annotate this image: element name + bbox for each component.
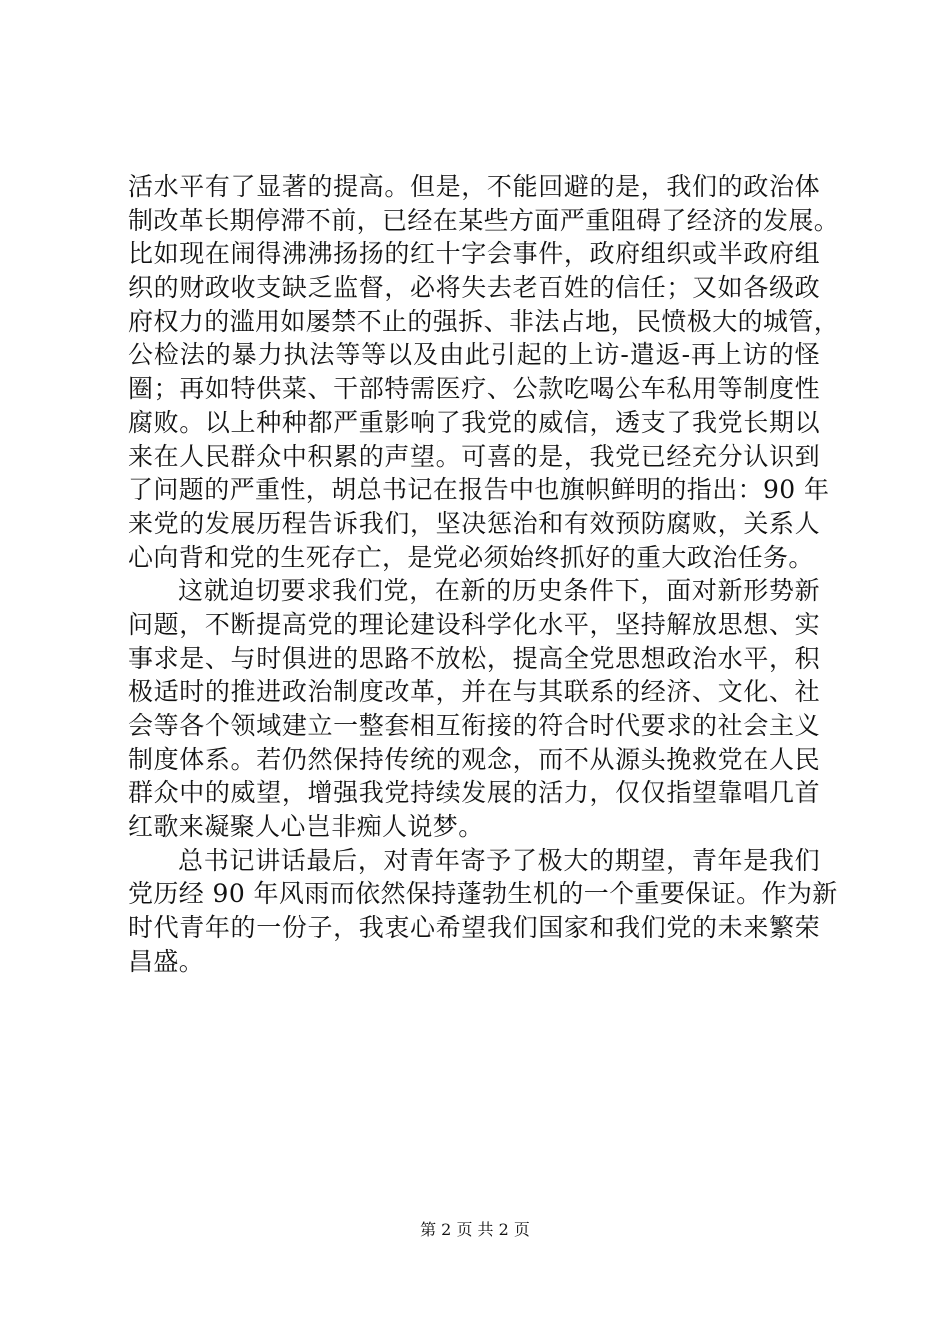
text-line: 心向背和党的生死存亡，是党必须始终抓好的重大政治任务。 xyxy=(128,542,814,572)
text-line: 这就迫切要求我们党，在新的历史条件下，面对新形势新 xyxy=(178,576,820,606)
text-line: 群众中的威望，增强我党持续发展的活力，仅仅指望靠唱几首 xyxy=(128,778,820,808)
text-line: 会等各个领域建立一整套相互衔接的符合时代要求的社会主义 xyxy=(128,711,820,740)
text-line: 极适时的推进政治制度改革，并在与其联系的经济、文化、社 xyxy=(128,677,820,707)
text-line: 腐败。以上种种都严重影响了我党的威信，透支了我党长期以 xyxy=(128,407,820,437)
text-line: 红歌来凝聚人心岂非痴人说梦。 xyxy=(128,812,484,842)
text-line: 事求是、与时俱进的思路不放松，提高全党思想政治水平，积 xyxy=(128,643,820,673)
text-line: 活水平有了显著的提高。但是，不能回避的是，我们的政治体 xyxy=(128,172,820,201)
text-line: 织的财政收支缺乏监督，必将失去老百姓的信任；又如各级政 xyxy=(128,273,820,303)
text-line: 制度体系。若仍然保持传统的观念，而不从源头挽救党在人民 xyxy=(128,744,820,774)
text-line: 了问题的严重性，胡总书记在报告中也旗帜鲜明的指出：90 年 xyxy=(128,475,830,505)
text-line: 制改革长期停滞不前，已经在某些方面严重阻碍了经济的发展。 xyxy=(128,205,840,235)
text-line: 时代青年的一份子，我衷心希望我们国家和我们党的未来繁荣 xyxy=(128,913,820,943)
text-line: 圈；再如特供菜、干部特需医疗、公款吃喝公车私用等制度性 xyxy=(128,374,820,404)
text-line: 昌盛。 xyxy=(128,946,205,976)
document-body xyxy=(128,170,840,979)
text-line: 公检法的暴力执法等等以及由此引起的上访-遣返-再上访的怪 xyxy=(128,340,820,370)
text-line: 来党的发展历程告诉我们，坚决惩治和有效预防腐败，关系人 xyxy=(128,508,820,538)
text-line: 总书记讲话最后，对青年寄予了极大的期望，青年是我们 xyxy=(178,845,820,875)
text-line: 比如现在闹得沸沸扬扬的红十字会事件，政府组织或半政府组 xyxy=(128,239,820,269)
text-line: 府权力的滥用如屡禁不止的强拆、非法占地，民愤极大的城管， xyxy=(128,306,840,336)
text-line: 党历经 90 年风雨而依然保持蓬勃生机的一个重要保证。作为新 xyxy=(128,879,838,909)
text-line: 来在人民群众中积累的声望。可喜的是，我党已经充分认识到 xyxy=(128,441,820,471)
text-line: 问题，不断提高党的理论建设科学化水平，坚持解放思想、实 xyxy=(128,609,820,639)
page-footer: 第 2 页 共 2 页 xyxy=(420,1220,530,1239)
